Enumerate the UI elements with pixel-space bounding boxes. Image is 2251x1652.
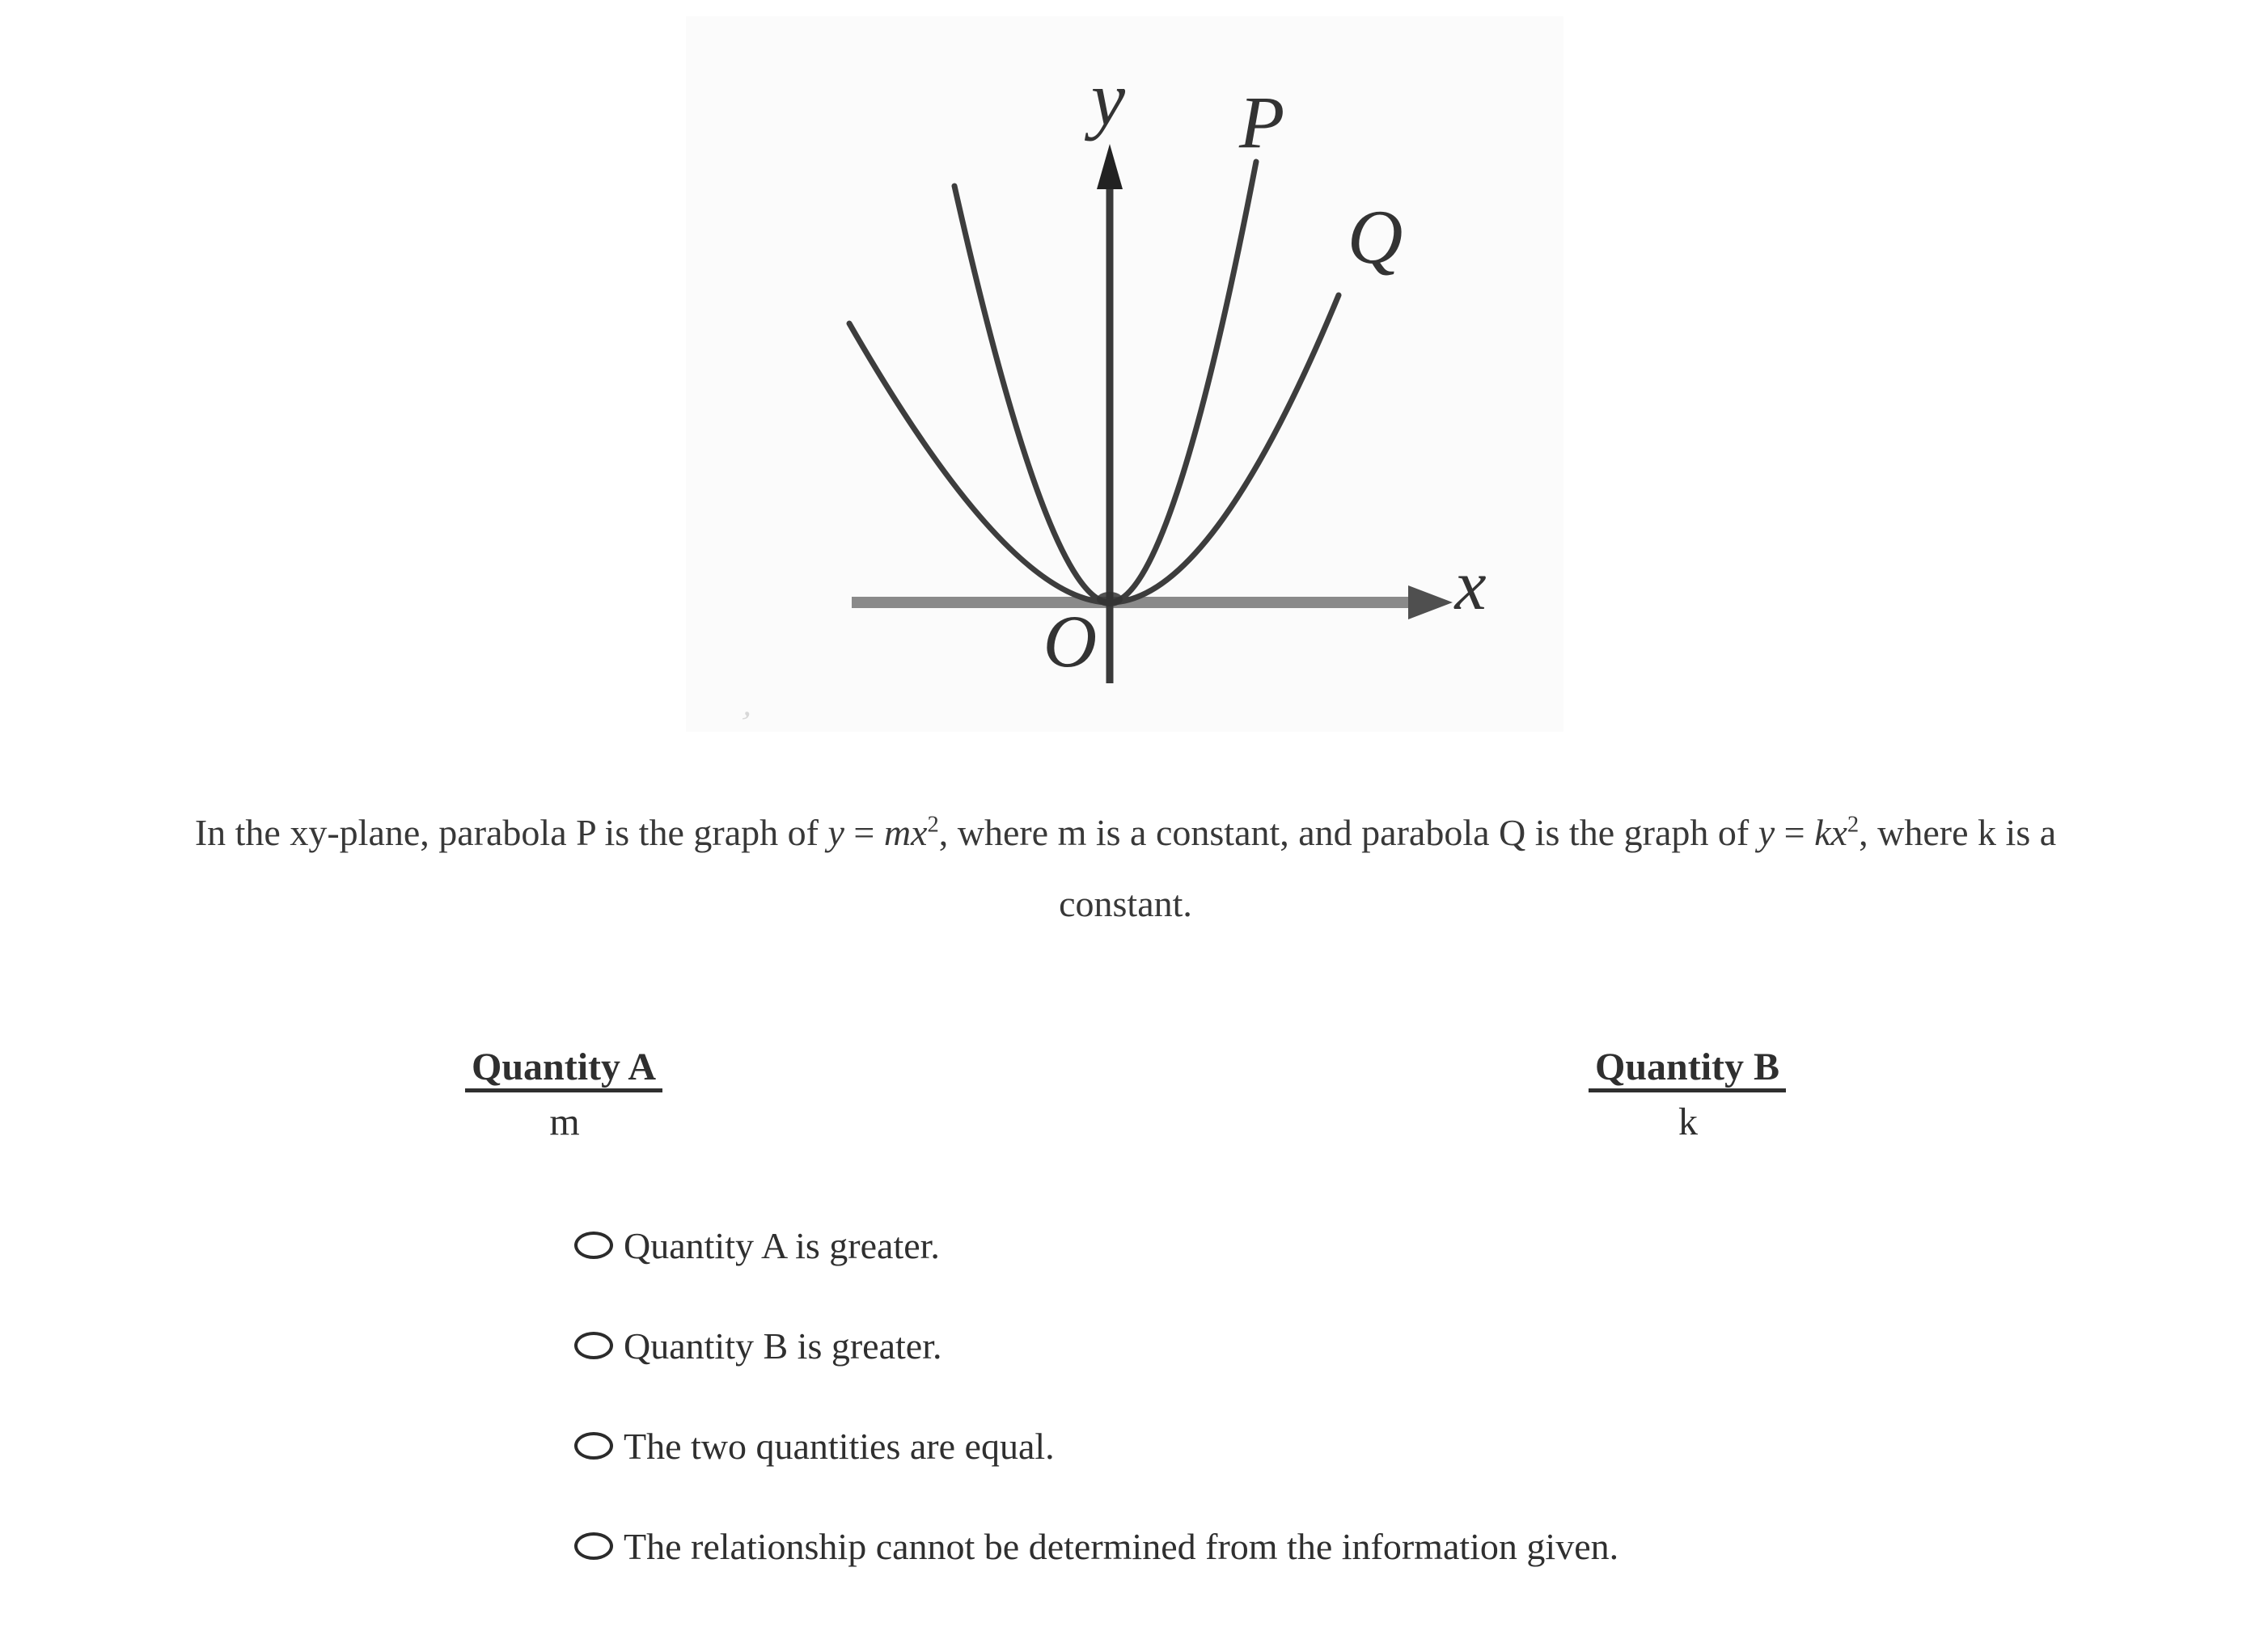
- parabola-q-label: Q: [1347, 194, 1403, 280]
- y-axis-label: y: [1090, 56, 1126, 142]
- radio-button-option-d[interactable]: [574, 1532, 613, 1560]
- answer-option-c[interactable]: [574, 1396, 1618, 1496]
- y-axis-arrowhead-icon: [1097, 144, 1123, 189]
- radio-button-option-c[interactable]: [574, 1432, 613, 1460]
- question-line-1: In the xy-plane, parabola P is the graph of $y = mx^2$, where m is a constant, and parabola Q is the graph of $y = kx^2$, where k is a: [194, 812, 2057, 853]
- option-b-label: Quantity B is greater.: [624, 1325, 942, 1367]
- quantity-a-heading: Quantity A: [465, 1048, 662, 1092]
- origin-label: O: [1043, 600, 1098, 682]
- parabola-p-label: P: [1239, 81, 1285, 163]
- x-axis-label: x: [1454, 547, 1487, 625]
- parabola-q-left-branch: [849, 323, 1110, 602]
- quantity-b-heading: Quantity B: [1589, 1048, 1786, 1092]
- quantity-a-value: m: [549, 1101, 580, 1143]
- question-line-2: constant.: [1059, 883, 1192, 924]
- quantity-b-value: k: [1678, 1101, 1698, 1143]
- parabola-p-right-branch: [1110, 162, 1256, 602]
- parabola-p-left-branch: [954, 186, 1110, 602]
- radio-button-option-a[interactable]: [574, 1232, 613, 1259]
- option-a-label: Quantity A is greater.: [624, 1225, 940, 1266]
- parabola-figure: [686, 16, 1563, 732]
- answer-options: [574, 1195, 1618, 1596]
- answer-option-a[interactable]: [574, 1195, 1618, 1295]
- x-axis-arrowhead-icon: [1408, 585, 1453, 619]
- radio-button-option-b[interactable]: [574, 1332, 613, 1359]
- option-c-label: The two quantities are equal.: [624, 1426, 1055, 1467]
- answer-option-d[interactable]: [574, 1496, 1618, 1596]
- option-d-label: The relationship cannot be determined from the information given.: [624, 1526, 1619, 1567]
- parabola-q-right-branch: [1110, 295, 1339, 602]
- answer-option-b[interactable]: [574, 1295, 1618, 1396]
- scan-smudge: ‚: [738, 685, 761, 725]
- origin-point: [1097, 592, 1123, 606]
- question-text: [0, 810, 2251, 926]
